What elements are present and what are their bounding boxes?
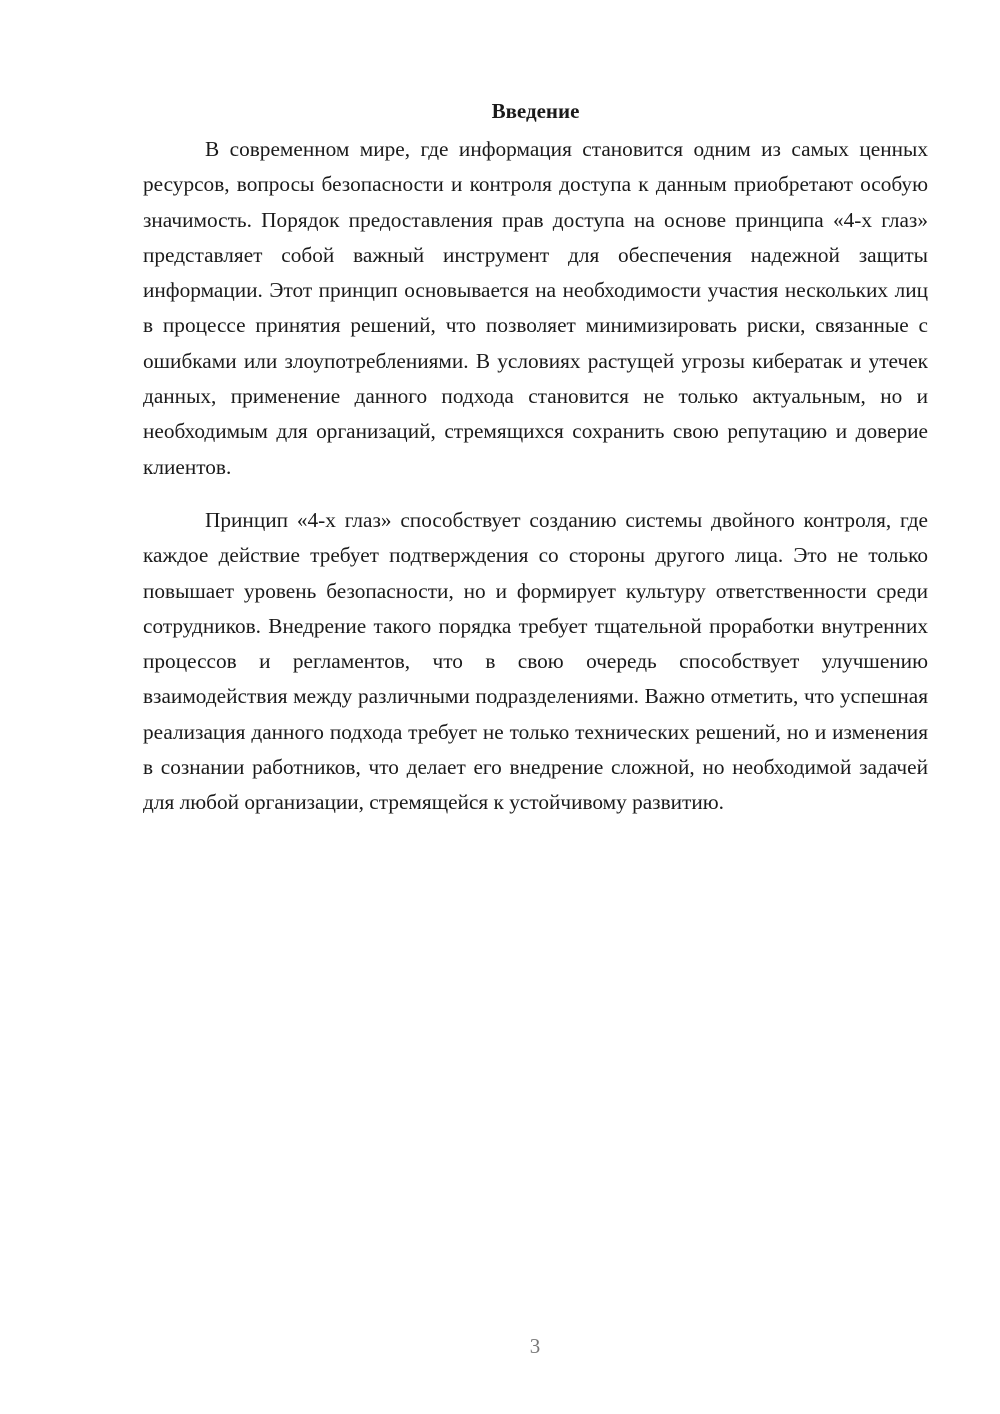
paragraph-1: В современном мире, где информация становится одним из самых ценных ресурсов, вопросы безопасности и контроля доступа к данным приобретают особую значимость. Порядок предоставления прав доступа на основе принципа «4-х глаз» представляет собой важный инструмент для обеспечения надежной защиты информации. Этот принцип основывается на необходимости участия нескольких лиц в процессе принятия решений, что позволяет минимизировать риски, связанные с ошибками или злоупотреблениями. В условиях растущей угрозы кибератак и утечек данных, применение данного подхода становится не только актуальным, но и необходимым для организаций, стремящихся сохранить свою репутацию и доверие клиентов. [143,137,928,479]
page-number: 3 [529,1334,541,1358]
section-heading: Введение [491,99,580,123]
paragraph-2: Принцип «4-х глаз» способствует созданию системы двойного контроля, где каждое действие требует подтверждения со стороны другого лица. Это не только повышает уровень безопасности, но и формирует культуру ответственности среди сотрудников. Внедрение такого порядка требует тщательной проработки внутренних процессов и регламентов, что в свою очередь способствует улучшению взаимодействия между различными подразделениями. Важно отметить, что успешная реализация данного подхода требует не только технических решений, но и изменения в сознании работников, что делает его внедрение сложной, но необходимой задачей для любой организации, стремящейся к устойчивому развитию. [143,507,928,815]
page-content [143,96,928,821]
